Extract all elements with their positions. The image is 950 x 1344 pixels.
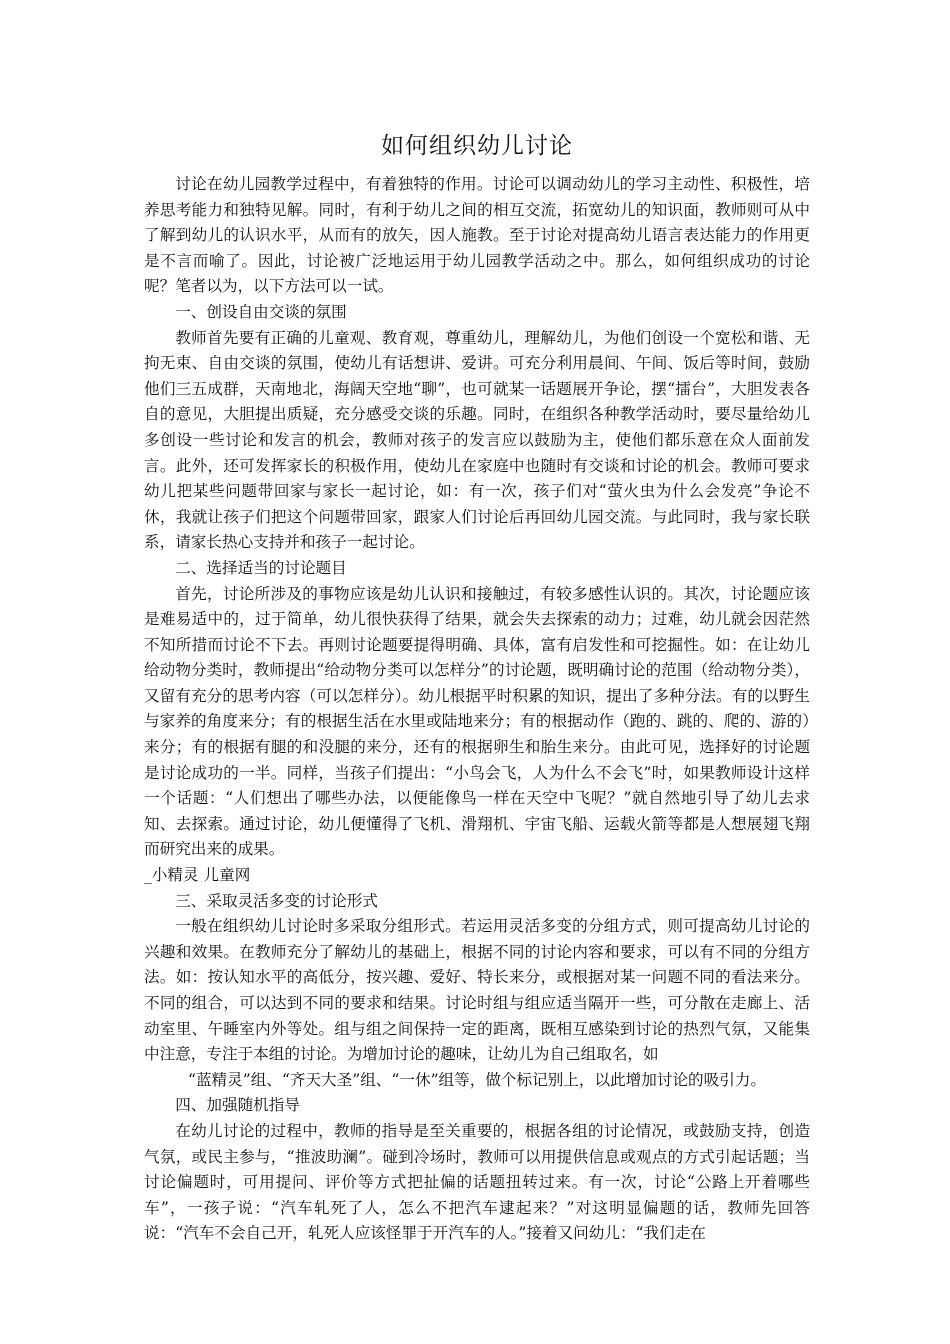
section-body-3-continued: “蓝精灵”组、“齐天大圣”组、“一休”组等，做个标记别上，以此增加讨论的吸引力。 (187, 1070, 767, 1089)
section-body-4: 在幼儿讨论的过程中，教师的指导是至关重要的，根据各组的讨论情况，或鼓励支持，创造气氛，或民主参与，“推波助澜”。碰到冷场时，教师可以用提供信息或观点的方式引起话题；当讨论偏题时，可用提问、评价等方式把扯偏的话题扭转过来。有一次，讨论“公路上开着哪些车”，一孩子说：“汽车轧死了人，怎么不把汽车逮起来？”对这明显偏题的话，教师先回答说：“汽车不会自己开，轧死人应该怪罪于开汽车的人。”接着又问幼儿：“我们走在 (144, 1121, 810, 1243)
section-body-2: 首先，讨论所涉及的事物应该是幼儿认识和接触过，有较多感性认识的。其次，讨论题应该是难易适中的，过于简单，幼儿很快获得了结果，就会失去探索的动力；过难，幼儿就会因茫然不知所措而讨论不下去。再则讨论题要提得明确、具体，富有启发性和可挖掘性。如：在让幼儿给动物分类时，教师提出“给动物分类可以怎样分”的讨论题，既明确讨论的范围（给动物分类），又留有充分的思考内容（可以怎样分）。幼儿根据平时积累的知识，提出了多种分法。有的以野生与家养的角度来分；有的根据生活在水里或陆地来分；有的根据动作（跑的、跳的、爬的、游的）来分；有的根据有腿的和没腿的来分，还有的根据卵生和胎生来分。由此可见，选择好的讨论题是讨论成功的一半。同样，当孩子们提出：“小鸟会飞，人为什么不会飞”时，如果教师设计这样一个话题：“人们想出了哪些办法，以便能像鸟一样在天空中飞呢？”就自然地引导了幼儿去求知、去探索。通过讨论，幼儿便懂得了飞机、滑翔机、宇宙飞船、运载火箭等都是人想展翅飞翔而研究出来的成果。 (144, 584, 810, 859)
document-title: 如何组织幼儿讨论 (381, 133, 573, 159)
source-note: _小精灵 儿童网 (144, 866, 251, 885)
section-heading-4: 四、加强随机指导 (175, 1096, 300, 1115)
section-heading-1: 一、创设自由交谈的氛围 (175, 302, 347, 321)
section-heading-3: 三、采取灵活多变的讨论形式 (175, 891, 378, 910)
intro-paragraph: 讨论在幼儿园教学过程中，有着独特的作用。讨论可以调动幼儿的学习主动性、积极性，培养思考能力和独特见解。同时，有利于幼儿之间的相互交流，拓宽幼儿的知识面，教师则可从中了解到幼儿的认识水平，从而有的放矢，因人施教。至于讨论对提高幼儿语言表达能力的作用更是不言而喻了。因此，讨论被广泛地运用于幼儿园教学活动之中。那么，如何组织成功的讨论呢？笔者以为，以下方法可以一试。 (144, 175, 810, 296)
section-body-3: 一般在组织幼儿讨论时多采取分组形式。若运用灵活多变的分组方式，则可提高幼儿讨论的兴趣和效果。在教师充分了解幼儿的基础上，根据不同的讨论内容和要求，可以有不同的分组方法。如：按认知水平的高低分，按兴趣、爱好、特长来分，或根据对某一问题不同的看法来分。不同的组合，可以达到不同的要求和结果。讨论时组与组应适当隔开一些，可分散在走廊上、活动室里、午睡室内外等处。组与组之间保持一定的距离，既相互感染到讨论的热烈气氛，又能集中注意，专注于本组的讨论。为增加讨论的趣味，让幼儿为自己组取名，如 (144, 917, 810, 1064)
document-page (144, 128, 810, 1247)
section-body-1: 教师首先要有正确的儿童观、教育观，尊重幼儿，理解幼儿，为他们创设一个宽松和谐、无拘无束、自由交谈的氛围，使幼儿有话想讲、爱讲。可充分利用晨间、午间、饭后等时间，鼓励他们三五成群，天南地北，海阔天空地“聊”，也可就某一话题展开争论，摆“擂台”，大胆发表各自的意见，大胆提出质疑，充分感受交谈的乐趣。同时，在组织各种教学活动时，要尽量给幼儿多创设一些讨论和发言的机会，教师对孩子的发言应以鼓励为主，使他们都乐意在众人面前发言。此外，还可发挥家长的积极作用，使幼儿在家庭中也随时有交谈和讨论的机会。教师可要求幼儿把某些问题带回家与家长一起讨论，如：有一次，孩子们对“萤火虫为什么会发亮”争论不休，我就让孩子们把这个问题带回家，跟家人们讨论后再回幼儿园交流。与此同时，我与家长联系，请家长热心支持并和孩子一起讨论。 (144, 328, 810, 552)
section-heading-2: 二、选择适当的讨论题目 (175, 558, 347, 577)
